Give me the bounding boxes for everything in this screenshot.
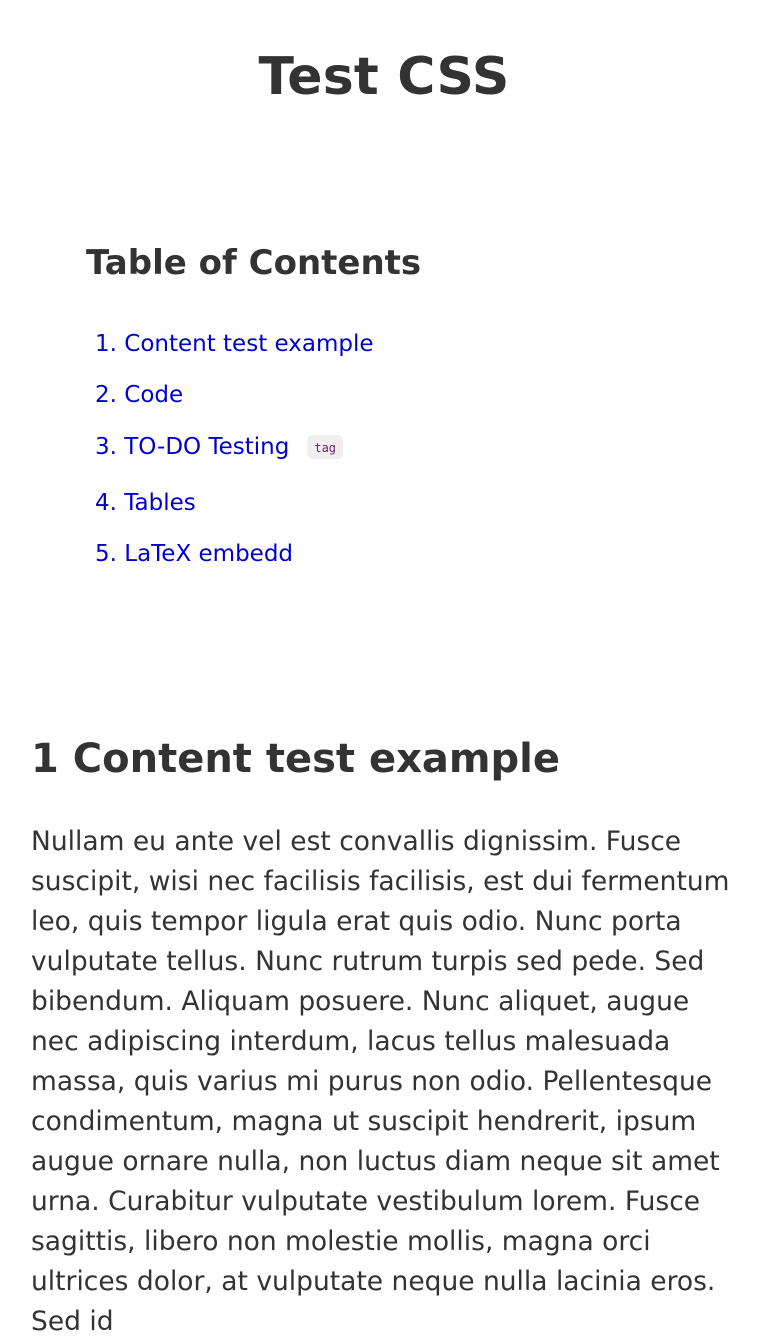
section-heading-content-test-example: 1 Content test example xyxy=(31,736,561,782)
table-of-contents xyxy=(86,238,686,567)
toc-link-code[interactable]: 2. Code xyxy=(95,382,184,408)
section-paragraph: Nullam eu ante vel est convallis dignissim. Fusce suscipit, wisi nec facilisis facilisis, est dui fermentum leo, quis tempor ligula erat quis odio. Nunc porta vulputate tellus. Nunc rutrum turpis sed pede. Sed bibendum. Aliquam posuere. Nunc aliquet, augue nec adipiscing interdum, lacus tellus malesuada massa, quis varius mi purus non odio. Pellentesque condimentum, magna ut suscipit hendrerit, ipsum augue ornare nulla, non luctus diam neque sit amet urna. Curabitur vulputate vestibulum lorem. Fusce sagittis, libero non molestie mollis, magna orci ultrices dolor, at vulputate neque nulla lacinia eros. Sed id xyxy=(31,826,730,1337)
toc-title: Table of Contents xyxy=(86,243,422,283)
tag-badge: tag xyxy=(307,435,343,459)
toc-item-todo-testing xyxy=(95,431,343,463)
toc-link-latex-embedd[interactable]: 5. LaTeX embedd xyxy=(95,541,294,567)
toc-item-content-test-example xyxy=(95,328,374,360)
toc-link-content-test-example[interactable]: 1. Content test example xyxy=(95,331,374,357)
toc-item-tables xyxy=(95,487,196,519)
page-title: Test CSS xyxy=(258,47,510,107)
toc-item-code xyxy=(95,379,183,411)
toc-link-tables[interactable]: 4. Tables xyxy=(95,490,196,516)
toc-item-latex-embedd xyxy=(95,538,293,570)
toc-link-todo-testing[interactable]: 3. TO-DO Testing xyxy=(95,434,290,460)
